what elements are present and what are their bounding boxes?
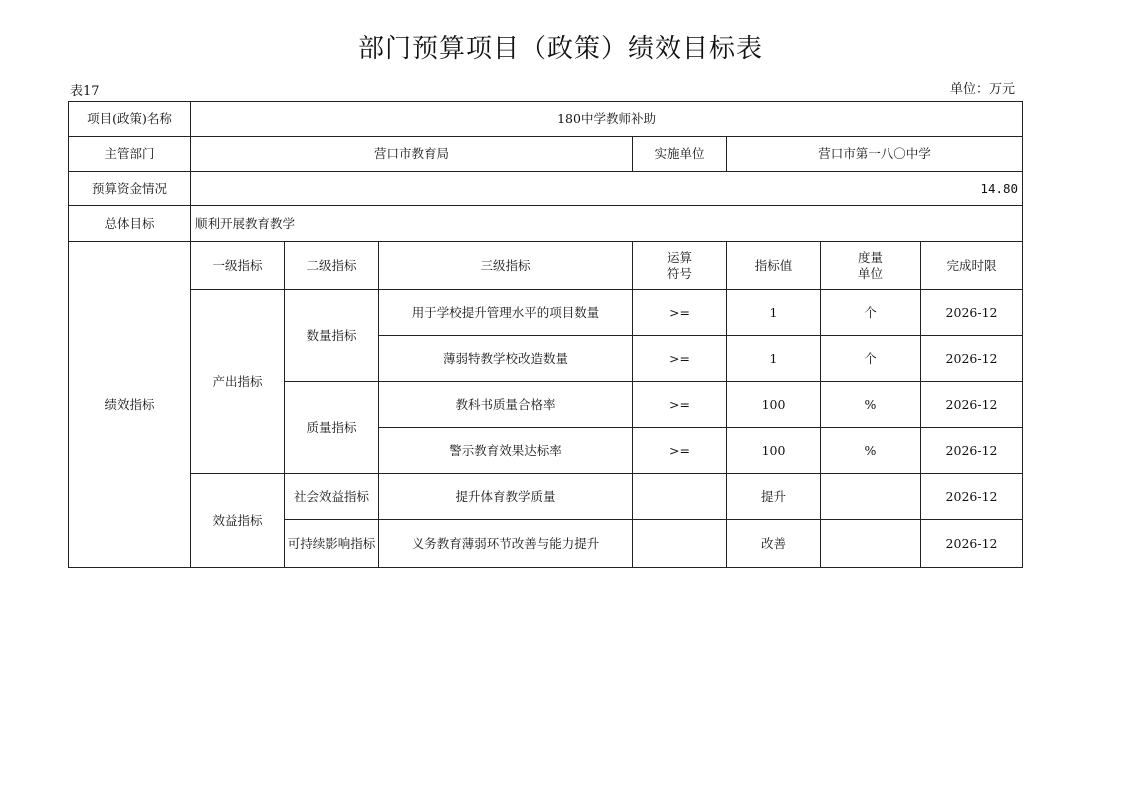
table-row bbox=[69, 474, 1023, 520]
header-operator-line2: 符号 bbox=[666, 265, 692, 281]
project-row bbox=[69, 102, 1023, 137]
row-operator bbox=[633, 474, 727, 520]
row-level3: 用于学校提升管理水平的项目数量 bbox=[379, 290, 633, 336]
perf-header-row bbox=[69, 242, 1023, 290]
row-level2: 可持续影响指标 bbox=[285, 520, 379, 568]
project-value: 180中学教师补助 bbox=[191, 102, 1023, 137]
row-value: 改善 bbox=[727, 520, 821, 568]
fund-label: 预算资金情况 bbox=[69, 172, 191, 206]
row-operator: >= bbox=[633, 290, 727, 336]
row-value: 1 bbox=[727, 336, 821, 382]
fund-row bbox=[69, 172, 1023, 206]
row-operator: >= bbox=[633, 336, 727, 382]
fund-value: 14.80 bbox=[191, 172, 1023, 206]
row-deadline: 2026-12 bbox=[921, 520, 1023, 568]
goal-row bbox=[69, 206, 1023, 242]
group-quantity: 数量指标 bbox=[285, 290, 379, 382]
row-level3: 薄弱特教学校改造数量 bbox=[379, 336, 633, 382]
row-level2: 社会效益指标 bbox=[285, 474, 379, 520]
document-title: 部门预算项目（政策）绩效目标表 bbox=[357, 34, 763, 64]
dept-value: 营口市教育局 bbox=[191, 137, 633, 172]
row-unit: % bbox=[821, 382, 921, 428]
row-unit bbox=[821, 474, 921, 520]
row-level3: 提升体育教学质量 bbox=[379, 474, 633, 520]
group-benefit: 效益指标 bbox=[191, 474, 285, 568]
row-unit bbox=[821, 520, 921, 568]
impl-label: 实施单位 bbox=[633, 137, 727, 172]
header-level1: 一级指标 bbox=[191, 242, 285, 290]
header-unit-line1: 度量 bbox=[857, 249, 883, 265]
row-deadline: 2026-12 bbox=[921, 428, 1023, 474]
dept-row bbox=[69, 137, 1023, 172]
goal-value: 顺利开展教育教学 bbox=[191, 206, 1023, 242]
header-deadline: 完成时限 bbox=[921, 242, 1023, 290]
impl-value: 营口市第一八〇中学 bbox=[727, 137, 1023, 172]
row-value: 提升 bbox=[727, 474, 821, 520]
perf-label: 绩效指标 bbox=[69, 242, 191, 568]
table-number: 表17 bbox=[70, 84, 100, 99]
row-operator: >= bbox=[633, 428, 727, 474]
performance-target-table bbox=[68, 101, 1023, 568]
header-operator-line1: 运算 bbox=[666, 249, 692, 265]
header-unit-line2: 单位 bbox=[857, 265, 883, 281]
row-unit: 个 bbox=[821, 336, 921, 382]
row-level3: 警示教育效果达标率 bbox=[379, 428, 633, 474]
row-value: 1 bbox=[727, 290, 821, 336]
row-value: 100 bbox=[727, 382, 821, 428]
table-row bbox=[69, 290, 1023, 336]
header-level3: 三级指标 bbox=[379, 242, 633, 290]
group-output: 产出指标 bbox=[191, 290, 285, 474]
row-deadline: 2026-12 bbox=[921, 336, 1023, 382]
header-value: 指标值 bbox=[727, 242, 821, 290]
header-operator bbox=[633, 242, 727, 290]
row-unit: 个 bbox=[821, 290, 921, 336]
project-label: 项目(政策)名称 bbox=[69, 102, 191, 137]
row-deadline: 2026-12 bbox=[921, 474, 1023, 520]
goal-label: 总体目标 bbox=[69, 206, 191, 242]
dept-label: 主管部门 bbox=[69, 137, 191, 172]
row-deadline: 2026-12 bbox=[921, 382, 1023, 428]
row-operator: >= bbox=[633, 382, 727, 428]
header-level2: 二级指标 bbox=[285, 242, 379, 290]
row-unit: % bbox=[821, 428, 921, 474]
header-unit bbox=[821, 242, 921, 290]
row-value: 100 bbox=[727, 428, 821, 474]
row-operator bbox=[633, 520, 727, 568]
row-level3: 教科书质量合格率 bbox=[379, 382, 633, 428]
row-level3: 义务教育薄弱环节改善与能力提升 bbox=[379, 520, 633, 568]
group-quality: 质量指标 bbox=[285, 382, 379, 474]
unit-label: 单位：万元 bbox=[950, 82, 1016, 97]
row-deadline: 2026-12 bbox=[921, 290, 1023, 336]
